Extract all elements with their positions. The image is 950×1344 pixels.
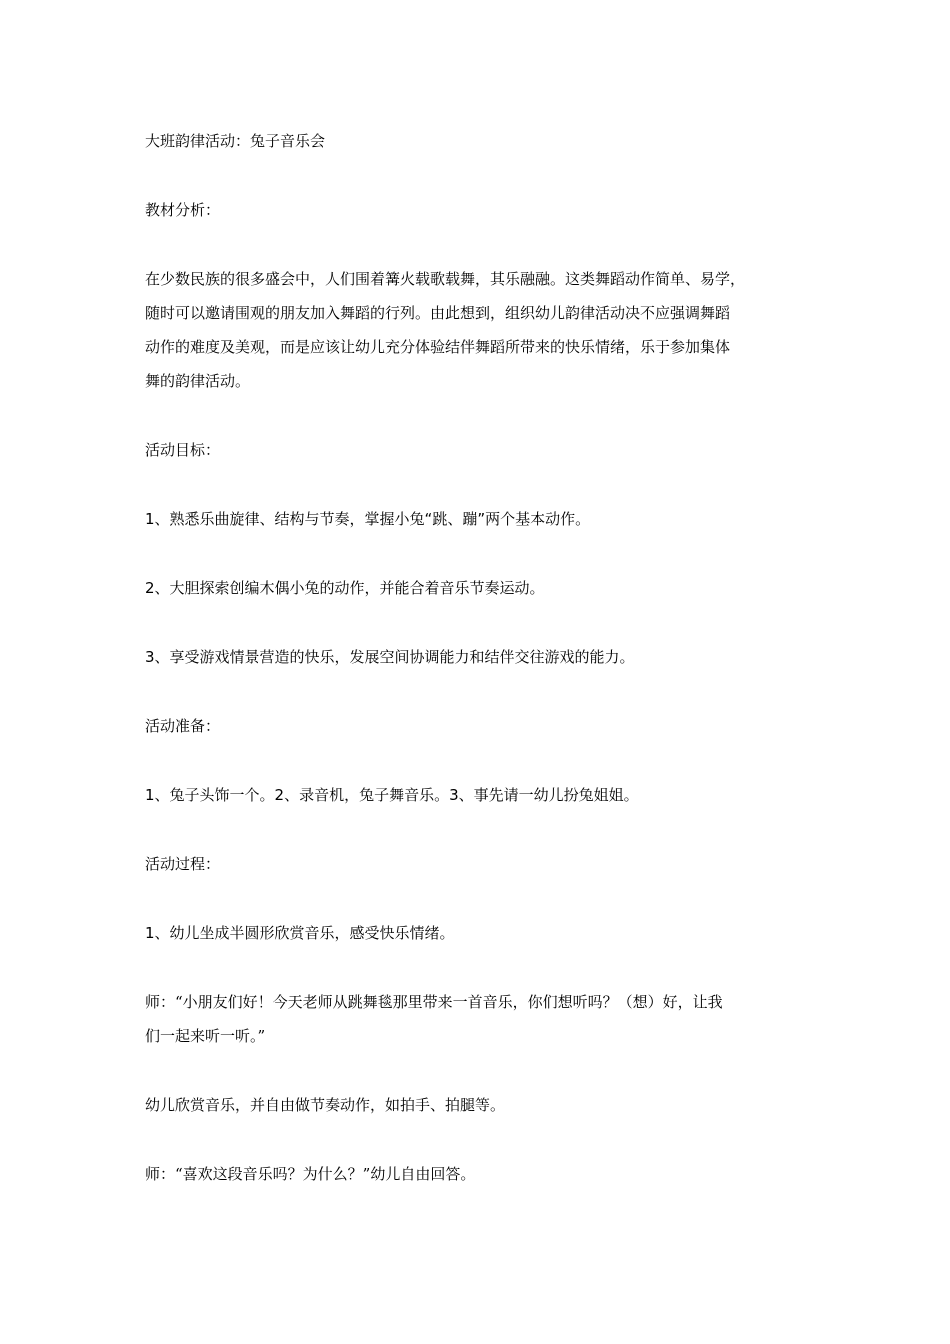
- teacher-question: 师：“喜欢这段音乐吗？为什么？”幼儿自由回答。: [145, 1165, 476, 1183]
- teacher-greeting-paragraph: [145, 985, 825, 1053]
- goal-item-3: 3、享受游戏情景营造的快乐，发展空间协调能力和结伴交往游戏的能力。: [145, 648, 635, 666]
- document-body: [145, 124, 825, 1226]
- goal-item-2: 2、大胆探索创编木偶小兔的动作，并能合着音乐节奏运动。: [145, 579, 545, 597]
- process-step-1: 1、幼儿坐成半圆形欣赏音乐，感受快乐情绪。: [145, 924, 455, 942]
- prep-heading: 活动准备：: [145, 717, 221, 735]
- material-line-3: 动作的难度及美观，而是应该让幼儿充分体验结伴舞蹈所带来的快乐情绪，乐于参加集体: [145, 338, 731, 356]
- children-activity: 幼儿欣赏音乐，并自由做节奏动作，如拍手、拍腿等。: [145, 1096, 506, 1114]
- teacher-greeting-line-1: 师：“小朋友们好！今天老师从跳舞毯那里带来一首音乐，你们想听吗？（想）好，让我: [145, 993, 723, 1011]
- goal-item-1: 1、熟悉乐曲旋律、结构与节奏，掌握小兔“跳、蹦”两个基本动作。: [145, 510, 591, 528]
- material-line-2: 随时可以邀请围观的朋友加入舞蹈的行列。由此想到，组织幼儿韵律活动决不应强调舞蹈: [145, 304, 731, 322]
- process-heading: 活动过程：: [145, 855, 221, 873]
- goals-heading: 活动目标：: [145, 441, 221, 459]
- material-line-1: 在少数民族的很多盛会中，人们围着篝火载歌载舞，其乐融融。这类舞蹈动作简单、易学，: [145, 270, 746, 288]
- material-paragraph: [145, 262, 825, 398]
- material-line-4: 舞的韵律活动。: [145, 372, 251, 390]
- material-heading: 教材分析：: [145, 201, 221, 219]
- teacher-greeting-line-2: 们一起来听一听。”: [145, 1027, 266, 1045]
- document-title: 大班韵律活动：兔子音乐会: [145, 132, 326, 150]
- prep-items: 1、兔子头饰一个。2、录音机，兔子舞音乐。3、事先请一幼儿扮兔姐姐。: [145, 786, 639, 804]
